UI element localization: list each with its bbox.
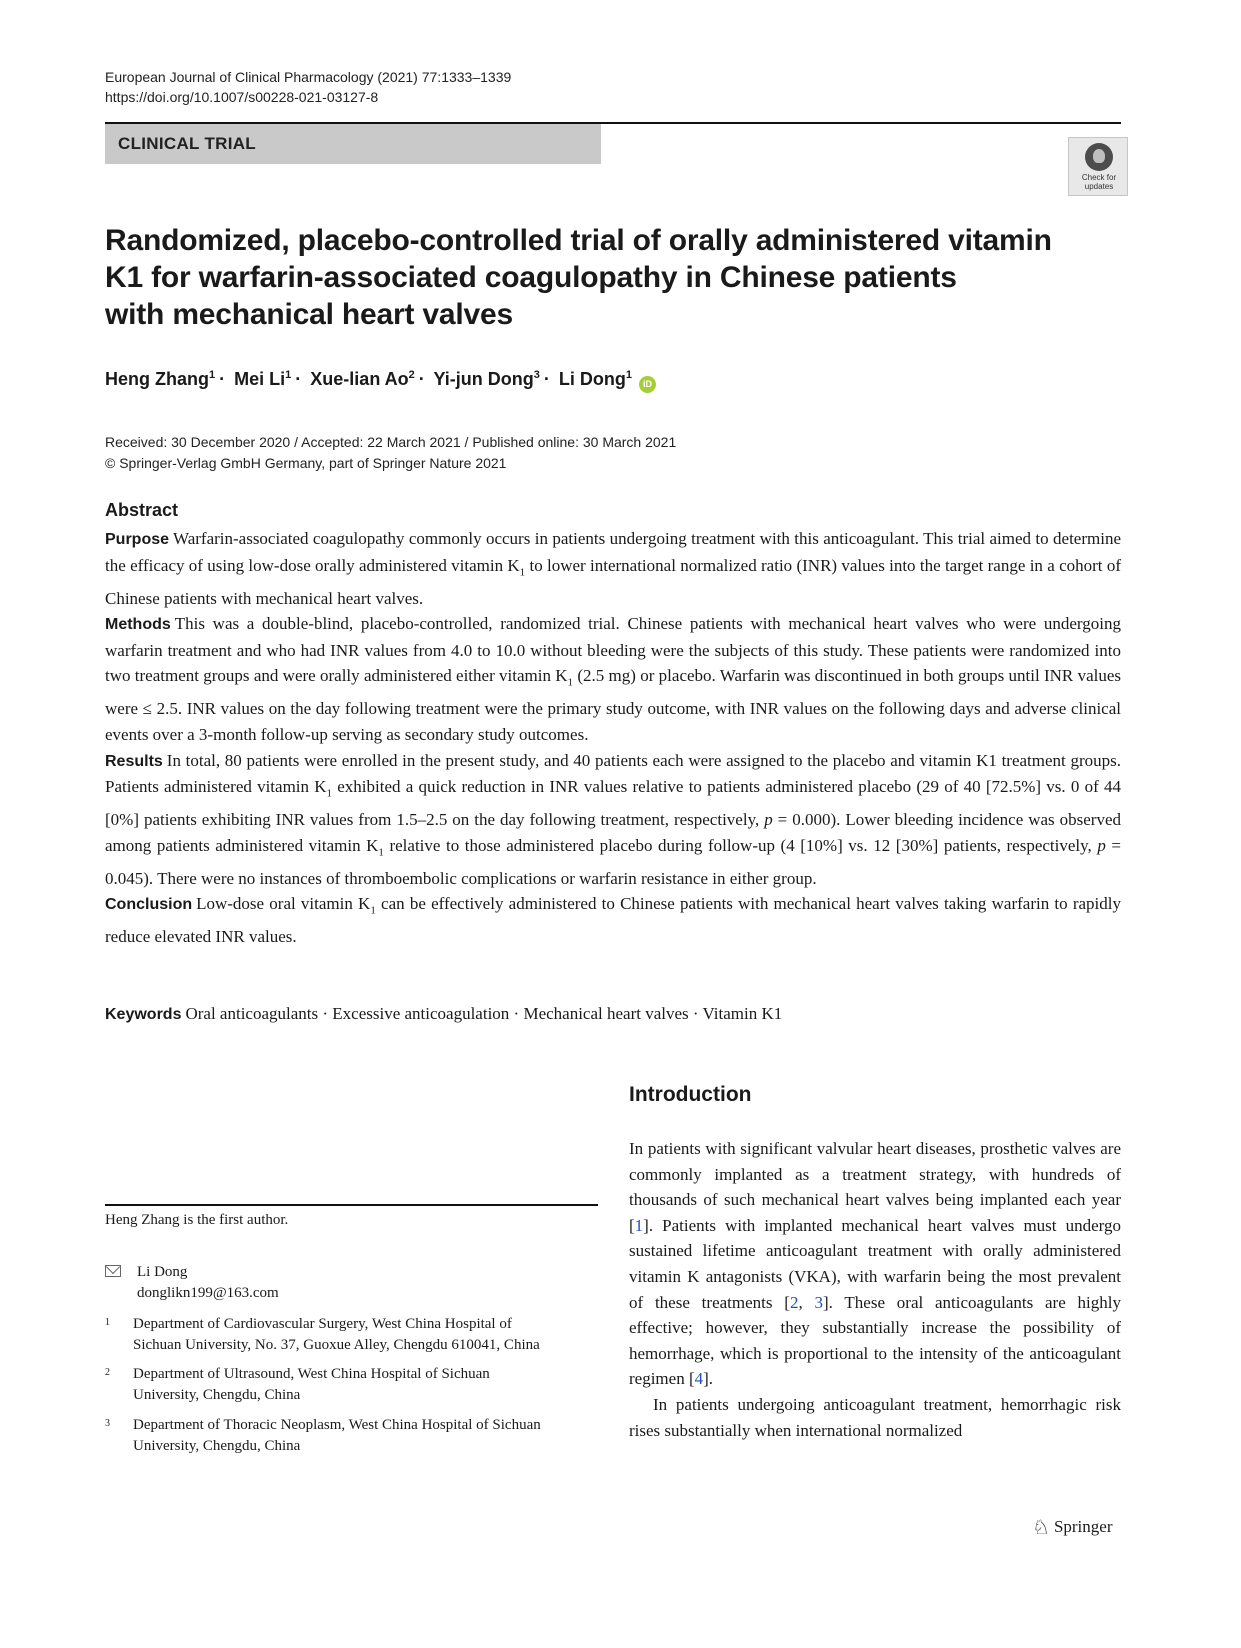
affiliation-number: 3 bbox=[105, 1418, 110, 1429]
dates-line: Received: 30 December 2020 / Accepted: 22 March 2021 / Published online: 30 March 2021 bbox=[105, 434, 677, 450]
publication-dates bbox=[105, 432, 676, 474]
publisher-name: Springer bbox=[1053, 1517, 1113, 1536]
springer-horse-icon: ♘ bbox=[1032, 1517, 1050, 1539]
section-label: CLINICAL TRIAL bbox=[118, 134, 256, 153]
author-affiliation: 1 bbox=[285, 369, 292, 381]
abstract bbox=[105, 500, 1121, 950]
author-affiliation: 1 bbox=[209, 369, 216, 381]
conclusion-label: Conclusion bbox=[105, 896, 193, 914]
doi-link[interactable]: https://doi.org/10.1007/s00228-021-03127-8 bbox=[105, 89, 379, 105]
intro-paragraph: In patients with significant valvular heart diseases, prosthetic valves are commonly implanted as a treatment strategy, with hundreds of thousands of such mechanical heart valves being implanted each year [1]. Patients with implanted mechanical heart valves must undergo sustained lifetime anticoagulant treatment with orally administered vitamin K antagonists (VKA), with warfarin being the most prevalent of these treatments [2, 3]. These oral anticoagulants are highly effective; however, they substantially increase the possibility of hemorrhage, which is proportional to the intensity of the anticoagulant regimen [4]. bbox=[629, 1139, 1121, 1389]
keywords-label: Keywords bbox=[105, 1006, 182, 1023]
check-for-updates-button[interactable] bbox=[1068, 137, 1128, 196]
introduction-heading: Introduction bbox=[629, 1083, 752, 1106]
title-line-3: with mechanical heart valves bbox=[105, 298, 513, 331]
title-line-2: K1 for warfarin-associated coagulopathy in Chinese patients bbox=[105, 261, 957, 294]
abstract-purpose: Purpose Warfarin-associated coagulopathy commonly occurs in patients undergoing treatment with this anticoagulant. This trial aimed to determine the efficacy of using low-dose orally administered vitamin $K_1$ to lower international normalized ratio (INR) values into the target range in a cohort of Chinese patients with mechanical heart valves. bbox=[105, 529, 1121, 608]
author-affiliation: 3 bbox=[533, 369, 540, 381]
intro-paragraph: In patients undergoing anticoagulant treatment, hemorrhagic risk rises substantially when international normalized bbox=[629, 1394, 1121, 1440]
affiliation-number: 2 bbox=[105, 1367, 110, 1378]
abstract-heading: Abstract bbox=[105, 500, 179, 520]
results-label: Results bbox=[105, 752, 163, 770]
author-name[interactable]: Yi-jun Dong bbox=[433, 369, 534, 389]
keywords-list: Oral anticoagulants · Excessive anticoagulation · Mechanical heart valves · Vitamin K1 bbox=[185, 1004, 783, 1023]
section-band bbox=[105, 124, 601, 164]
author-name[interactable]: Mei Li bbox=[234, 369, 286, 389]
author-name[interactable]: Heng Zhang bbox=[105, 369, 209, 389]
contact-email[interactable]: donglikn199@163.com bbox=[137, 1285, 279, 1301]
methods-label: Methods bbox=[105, 616, 171, 634]
bookmark-icon bbox=[1085, 143, 1113, 171]
citation-link[interactable]: 1 bbox=[634, 1215, 644, 1235]
affiliation-number: 1 bbox=[105, 1317, 110, 1328]
journal-line: European Journal of Clinical Pharmacology (2021) 77:1333–1339 bbox=[105, 69, 512, 85]
copyright-line: © Springer-Verlag GmbH Germany, part of Springer Nature 2021 bbox=[105, 455, 507, 471]
contact-name: Li Dong bbox=[137, 1264, 188, 1280]
author-affiliation: 2 bbox=[408, 369, 415, 381]
check-for-updates-label: Check for updates bbox=[1081, 173, 1117, 191]
abstract-results: Results In total, 80 patients were enrolled in the present study, and 40 patients each were assigned to the placebo and vitamin K1 treatment groups. Patients administered vitamin $K_1$ exhibited a quick reduction in INR values relative to patients administered placebo (29 of 40 [72.5%] vs. 0 of 44 [0%] patients exhibiting INR values from 1.5–2.5 on the day following treatment, respectively, p = 0.000). Lower bleeding incidence was observed among patients administered vitamin $K_1$ relative to those administered placebo during follow-up (4 [10%] vs. 12 [30%] patients, respectively, p = 0.045). There were no instances of thromboembolic complications or warfarin resistance in either group. bbox=[105, 750, 1122, 888]
abstract-methods: Methods This was a double-blind, placebo-controlled, randomized trial. Chinese patients with mechanical heart valves who were undergoing warfarin treatment and who had INR values from 4.0 to 10.0 without bleeding were the subjects of this study. These patients were randomized into two treatment groups and were orally administered either vitamin $K_1$ (2.5 mg) or placebo. Warfarin was discontinued in both groups until INR values were ≤ 2.5. INR values on the day following treatment were the primary study outcome, with INR values on the following days and adverse clinical events over a 3-month follow-up serving as secondary study outcomes. bbox=[105, 614, 1121, 744]
abstract-conclusion: Conclusion Low-dose oral vitamin $K_1$ can be effectively administered to Chinese patients with mechanical heart valves taking warfarin to rapidly reduce elevated INR values. bbox=[105, 894, 1121, 947]
author-name[interactable]: Xue-lian Ao bbox=[310, 369, 409, 389]
journal-citation bbox=[105, 67, 511, 107]
author-name[interactable]: Li Dong bbox=[558, 369, 626, 389]
publisher-logo bbox=[1032, 1515, 1112, 1540]
footnote-rule bbox=[105, 1204, 598, 1206]
author-list: Heng Zhang$^1$ · Mei $Li^1$ · Xue-lian $Ao^2 \cdot Yi-jun$ Dong$^3$ · Li Dong$^1$ iD bbox=[105, 369, 656, 393]
citation-link[interactable]: 3 bbox=[814, 1292, 823, 1312]
title-line-1: Randomized, placebo-controlled trial of orally administered vitamin bbox=[105, 224, 1052, 257]
envelope-icon bbox=[105, 1265, 121, 1277]
introduction-body bbox=[629, 1136, 1121, 1443]
keywords bbox=[105, 1004, 782, 1024]
citation-link[interactable]: 2 bbox=[789, 1292, 799, 1312]
author-affiliation: 1 bbox=[625, 369, 633, 381]
article-title bbox=[105, 222, 1065, 333]
citation-link[interactable]: 4 bbox=[694, 1369, 704, 1389]
first-author-note: Heng Zhang is the first author. bbox=[105, 1212, 289, 1228]
purpose-label: Purpose bbox=[105, 531, 170, 548]
orcid-icon[interactable]: iD bbox=[639, 376, 656, 393]
